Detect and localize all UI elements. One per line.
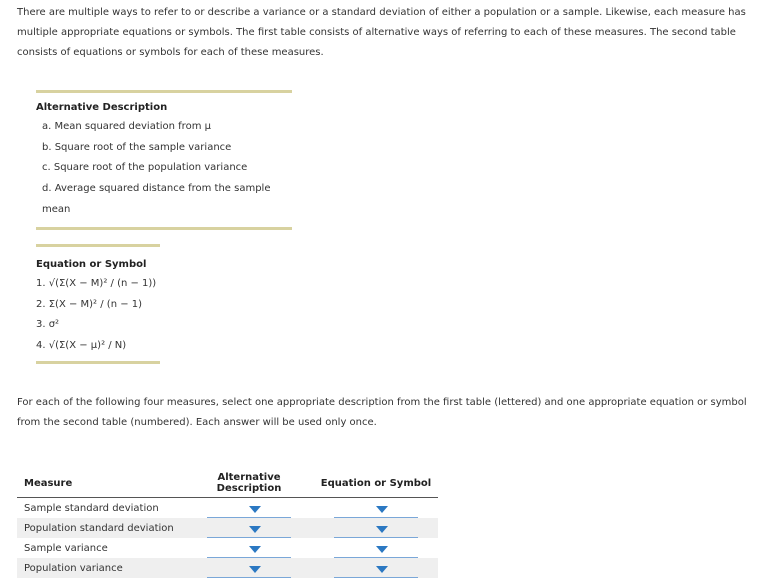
measure-label: Population standard deviation — [17, 518, 184, 538]
equation-item-2: 2. Σ(X − M)² / (n − 1) — [36, 298, 143, 310]
alternative-item-c: c. Square root of the population variance — [42, 162, 248, 174]
equation-symbol-table — [36, 244, 160, 364]
alternative-item-d: d. Average squared distance from the sample mean — [42, 183, 271, 215]
answer-row — [17, 538, 438, 558]
dropdown-arrow-icon — [376, 526, 388, 533]
answer-row — [17, 558, 438, 578]
measure-label: Sample variance — [24, 542, 108, 554]
measure-label: Sample standard deviation — [24, 502, 159, 514]
alternative-item-a: a. Mean squared deviation from μ — [42, 121, 211, 132]
alternative-description-dropdown[interactable] — [207, 563, 291, 578]
equation-symbol-dropdown[interactable] — [334, 563, 418, 578]
equation-symbol-header: Equation or Symbol — [36, 259, 147, 270]
equation-symbol-dropdown[interactable] — [334, 523, 418, 538]
measure-label: Population variance — [17, 558, 184, 578]
alternative-description-dropdown[interactable] — [207, 523, 291, 538]
alternative-column-header: Alternative Description — [184, 472, 314, 498]
instruction-paragraph: For each of the following four measures, select one appropriate description from the first table (lettered) and one appropriate equation or symbol from the second table (numbered). Each answer will be used only once. — [17, 397, 747, 428]
dropdown-arrow-icon — [376, 566, 388, 573]
alternative-description-table — [36, 90, 292, 230]
equation-column-header: Equation or Symbol — [314, 472, 438, 498]
equation-symbol-dropdown[interactable] — [334, 543, 418, 558]
alternative-description-dropdown[interactable] — [207, 503, 291, 518]
dropdown-arrow-icon — [376, 546, 388, 553]
table-bottom-rule — [36, 227, 292, 230]
dropdown-arrow-icon — [376, 506, 388, 513]
alternative-description-header: Alternative Description — [36, 102, 168, 113]
dropdown-arrow-icon — [249, 526, 261, 533]
answer-row — [17, 518, 438, 538]
alternative-description-dropdown[interactable] — [207, 543, 291, 558]
alternative-item-b: b. Square root of the sample variance — [42, 141, 232, 153]
equation-item-3: 3. σ² — [36, 319, 60, 331]
equation-item-4: 4. √(Σ(X − μ)² / N) — [36, 340, 127, 352]
dropdown-arrow-icon — [249, 506, 261, 513]
table-bottom-rule — [36, 361, 160, 364]
intro-paragraph: There are multiple ways to refer to or describe a variance or a standard deviation of either a population or a sample. Likewise, each measure has multiple appropriate equations or symbols. The first table consists of alternative ways of referring to each of these measures. The second table consists of equations or symbols for each of these measures. — [17, 7, 746, 58]
equation-symbol-dropdown[interactable] — [334, 503, 418, 518]
dropdown-arrow-icon — [249, 546, 261, 553]
dropdown-arrow-icon — [249, 566, 261, 573]
measure-column-header: Measure — [17, 472, 184, 498]
equation-item-1: 1. √(Σ(X − M)² / (n − 1)) — [36, 278, 157, 289]
answer-table — [17, 472, 438, 578]
answer-row — [17, 498, 438, 519]
